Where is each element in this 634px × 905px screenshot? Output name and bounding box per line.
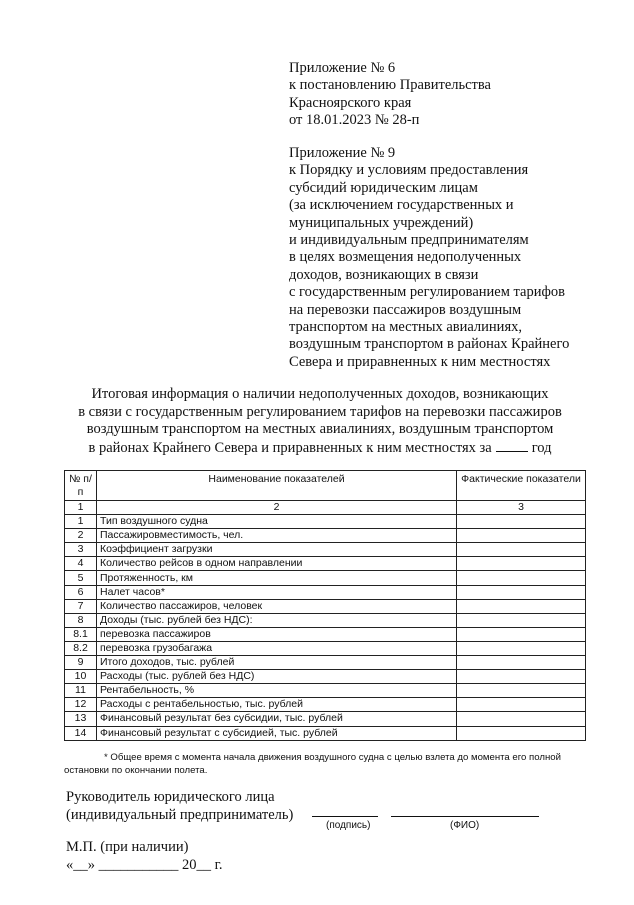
row-value-cell[interactable] [457, 557, 586, 571]
date-line: «__» ___________ 20__ г. [66, 857, 223, 873]
appendix-9-line: субсидий юридическим лицам [289, 179, 478, 196]
row-number: 8 [65, 613, 97, 627]
appendix-9-header [289, 145, 569, 371]
row-indicator-name: Коэффициент загрузки [97, 543, 457, 557]
signature-line: Руководитель юридического лица [66, 789, 275, 805]
signature-line: (индивидуальный предприниматель) [66, 807, 294, 823]
header-value: Фактические показатели [457, 471, 586, 501]
title-line: в связи с государственным регулированием тарифов на перевозки пассажиров [78, 403, 562, 420]
signature-block [66, 788, 293, 824]
appendix-9-line: Севера и приравненных к ним местностях [289, 353, 551, 370]
indicators-table [64, 470, 586, 741]
row-value-cell[interactable] [457, 641, 586, 655]
stamp-block [66, 838, 223, 874]
row-value-cell[interactable] [457, 656, 586, 670]
table-row [65, 726, 586, 740]
appendix-6-header [289, 60, 491, 130]
table-row [65, 641, 586, 655]
appendix-6-line: Красноярского края [289, 94, 412, 111]
title-line: воздушным транспортом на местных авиалиниях, воздушным транспортом [86, 421, 554, 438]
caption-full-name: (ФИО) [450, 820, 480, 831]
table-row [65, 557, 586, 571]
table-row [65, 698, 586, 712]
row-number: 1 [65, 515, 97, 529]
index-value: 3 [457, 501, 586, 515]
row-indicator-name: Финансовый результат с субсидией, тыс. рублей [97, 726, 457, 740]
row-indicator-name: Количество рейсов в одном направлении [97, 557, 457, 571]
row-value-cell[interactable] [457, 571, 586, 585]
row-number: 6 [65, 585, 97, 599]
appendix-9-line: муниципальных учреждений) [289, 214, 474, 231]
row-indicator-name: перевозка грузобагажа [97, 641, 457, 655]
table-row [65, 571, 586, 585]
footnote-line: * Общее время с момента начала движения воздушного судна с целью взлета до момента его полной [104, 752, 561, 763]
table-header-row [65, 471, 586, 501]
row-indicator-name: Расходы с рентабельностью, тыс. рублей [97, 698, 457, 712]
appendix-9-line: и индивидуальным предпринимателям [289, 232, 529, 249]
table-row [65, 627, 586, 641]
title-line [40, 439, 600, 458]
row-indicator-name: перевозка пассажиров [97, 627, 457, 641]
row-indicator-name: Протяженность, км [97, 571, 457, 585]
row-indicator-name: Пассажировместимость, чел. [97, 529, 457, 543]
index-num: 1 [65, 501, 97, 515]
row-indicator-name: Тип воздушного судна [97, 515, 457, 529]
stamp-line: М.П. (при наличии) [66, 839, 189, 855]
signature-field[interactable] [312, 806, 378, 817]
appendix-9-line: транспортом на местных авиалиниях, [289, 319, 522, 336]
row-number: 3 [65, 543, 97, 557]
appendix-9-line: воздушным транспортом в районах Крайнего [289, 336, 570, 353]
row-value-cell[interactable] [457, 585, 586, 599]
row-number: 2 [65, 529, 97, 543]
table-row [65, 670, 586, 684]
title-line-text: в районах Крайнего Севера и приравненных к ним местностях за [88, 439, 492, 456]
appendix-6-line: от 18.01.2023 № 28-п [289, 112, 420, 129]
row-value-cell[interactable] [457, 529, 586, 543]
appendix-9-line: с государственным регулированием тарифов [289, 284, 565, 301]
appendix-9-line: на перевозки пассажиров воздушным [289, 301, 522, 318]
appendix-9-line: доходов, возникающих в связи [289, 266, 479, 283]
appendix-9-line: к Порядку и условиям предоставления [289, 162, 529, 179]
index-name: 2 [97, 501, 457, 515]
row-value-cell[interactable] [457, 670, 586, 684]
table-index-row [65, 501, 586, 515]
appendix-6-line: Приложение № 6 [289, 60, 396, 76]
header-name: Наименование показателей [97, 471, 457, 501]
row-number: 8.1 [65, 627, 97, 641]
row-indicator-name: Финансовый результат без субсидии, тыс. рублей [97, 712, 457, 726]
row-value-cell[interactable] [457, 698, 586, 712]
table-row [65, 684, 586, 698]
appendix-9-line: в целях возмещения недополученных [289, 249, 522, 266]
table-row [65, 515, 586, 529]
title-line: Итоговая информация о наличии недополученных доходов, возникающих [91, 386, 549, 402]
title-line-text: год [531, 439, 552, 456]
row-number: 4 [65, 557, 97, 571]
row-value-cell[interactable] [457, 543, 586, 557]
year-blank-field[interactable] [496, 439, 528, 452]
row-number: 14 [65, 726, 97, 740]
row-indicator-name: Количество пассажиров, человек [97, 599, 457, 613]
table-row [65, 529, 586, 543]
appendix-9-line: (за исключением государственных и [289, 197, 514, 214]
row-number: 12 [65, 698, 97, 712]
row-indicator-name: Расходы (тыс. рублей без НДС) [97, 670, 457, 684]
appendix-6-line: к постановлению Правительства [289, 77, 491, 94]
row-number: 9 [65, 656, 97, 670]
row-number: 11 [65, 684, 97, 698]
caption-signature: (подпись) [326, 820, 371, 831]
row-indicator-name: Итого доходов, тыс. рублей [97, 656, 457, 670]
table-row [65, 599, 586, 613]
row-number: 5 [65, 571, 97, 585]
table-row [65, 712, 586, 726]
footnote-line: остановки по окончании полета. [64, 765, 208, 776]
document-title [40, 386, 600, 457]
table-row [65, 613, 586, 627]
table-row [65, 656, 586, 670]
row-number: 7 [65, 599, 97, 613]
row-value-cell[interactable] [457, 613, 586, 627]
row-value-cell[interactable] [457, 515, 586, 529]
table-row [65, 543, 586, 557]
table-row [65, 585, 586, 599]
full-name-field[interactable] [391, 806, 539, 817]
row-number: 8.2 [65, 641, 97, 655]
row-indicator-name: Налет часов* [97, 585, 457, 599]
row-value-cell[interactable] [457, 726, 586, 740]
row-number: 10 [65, 670, 97, 684]
row-number: 13 [65, 712, 97, 726]
header-num: № п/п [65, 471, 97, 501]
row-indicator-name: Рентабельность, % [97, 684, 457, 698]
row-indicator-name: Доходы (тыс. рублей без НДС): [97, 613, 457, 627]
appendix-9-line: Приложение № 9 [289, 145, 396, 161]
row-value-cell[interactable] [457, 684, 586, 698]
row-value-cell[interactable] [457, 712, 586, 726]
footnote [64, 751, 586, 777]
row-value-cell[interactable] [457, 627, 586, 641]
row-value-cell[interactable] [457, 599, 586, 613]
